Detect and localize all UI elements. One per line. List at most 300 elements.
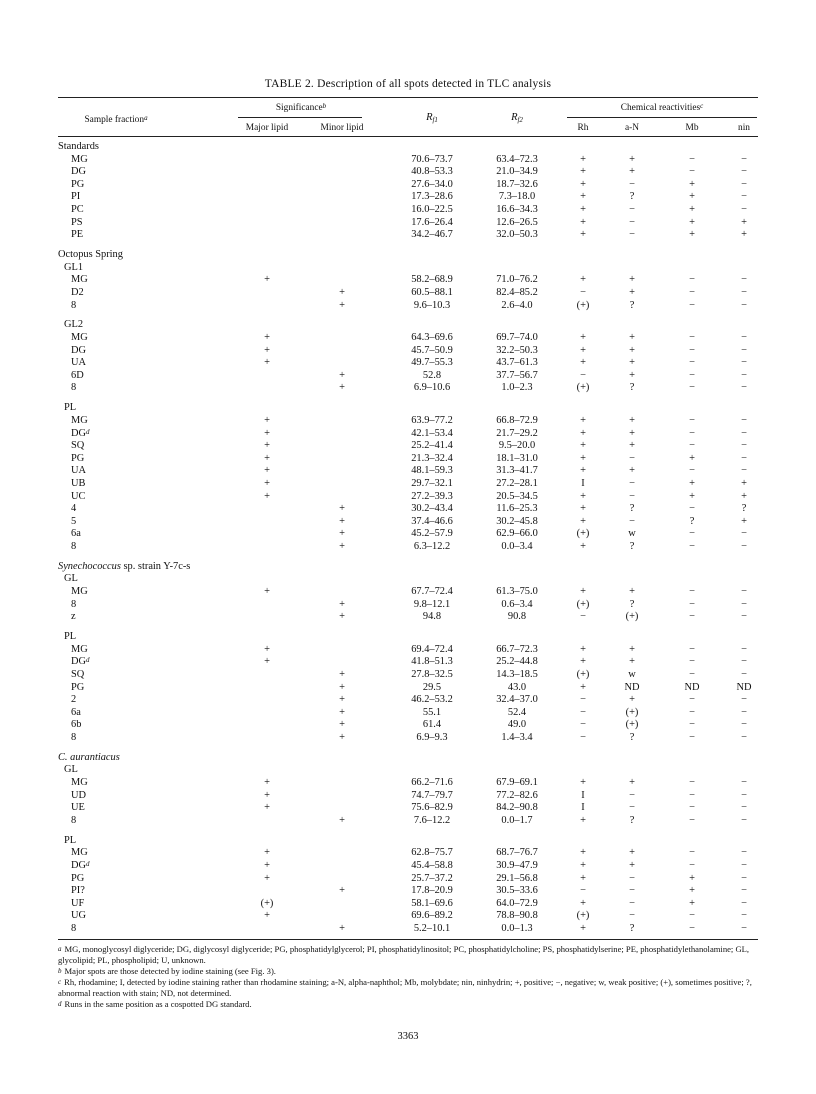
mb-cell: − <box>689 528 695 540</box>
an-cell: + <box>629 586 635 597</box>
header-an: a-N <box>624 123 640 133</box>
subsection-heading: GL2 <box>64 319 84 331</box>
rf2-cell: 43.0 <box>507 681 527 693</box>
minor-lipid-cell: + <box>339 611 345 623</box>
mb-cell: − <box>689 382 695 394</box>
rf2-cell: 69.7–74.0 <box>496 332 538 343</box>
rh-cell: (+) <box>576 910 590 922</box>
rh-cell: + <box>580 847 586 859</box>
rf2-cell: 9.5–20.0 <box>498 440 536 452</box>
row-label: PC <box>71 204 84 215</box>
an-cell: + <box>629 440 635 452</box>
nin-cell: − <box>741 369 747 381</box>
rf1-cell: 5.2–10.1 <box>413 922 451 934</box>
rf2-cell: 7.3–18.0 <box>498 191 536 203</box>
nin-cell: − <box>741 286 747 298</box>
footnote: $^c$ Rh, rhodamine; I, detected by iodine staining rather than rhodamine staining; a-N, alpha-naphthol; Mb, molybdate; nin, ninhydrin; +, positive; −, negative; w, weak positive; (+), sometimes positive; ?, abnormal reaction with stain; ND, not determined. <box>58 976 752 998</box>
rh-cell: + <box>580 586 586 597</box>
subsection-heading: GL1 <box>64 261 84 273</box>
rf2-cell: 0.6–3.4 <box>501 598 533 610</box>
an-cell: + <box>629 369 635 381</box>
nin-cell: − <box>741 299 747 311</box>
an-cell: − <box>629 178 635 190</box>
rf2-cell: 16.6–34.3 <box>496 204 538 215</box>
rf1-cell: 6.9–10.6 <box>413 382 451 394</box>
mb-cell: − <box>689 369 695 381</box>
row-label: 6D <box>71 369 84 381</box>
rh-cell: + <box>580 440 586 452</box>
nin-cell: − <box>741 598 747 610</box>
rf2-cell: 30.5–33.6 <box>496 885 538 897</box>
nin-cell: − <box>741 528 747 540</box>
header-bottom-rule <box>58 136 758 137</box>
significance-rule <box>238 117 362 118</box>
mb-cell: − <box>689 586 695 597</box>
section-heading: Synechococcus sp. strain Y-7c-s <box>58 560 191 572</box>
rf1-cell: 9.6–10.3 <box>413 299 451 311</box>
an-cell: ? <box>629 540 635 552</box>
row-label: MG <box>71 414 88 426</box>
row-label: PI <box>71 191 81 203</box>
row-label: 8 <box>71 598 77 610</box>
row-label: MG <box>71 332 88 343</box>
rf2-cell: 0.0–3.4 <box>501 540 533 552</box>
chemical-rule <box>567 117 757 118</box>
rf1-cell: 42.1–53.4 <box>411 427 453 439</box>
nin-cell: + <box>741 216 747 228</box>
table-caption: TABLE 2. Description of all spots detected in TLC analysis <box>264 78 552 90</box>
minor-lipid-cell: + <box>339 598 345 610</box>
rh-cell: + <box>580 859 586 871</box>
rf1-cell: 48.1–59.3 <box>411 465 453 477</box>
major-lipid-cell: + <box>264 490 270 502</box>
section-heading: C. aurantiacus <box>58 751 120 763</box>
an-cell: + <box>629 286 635 298</box>
mb-cell: − <box>689 789 695 801</box>
rf2-cell: 32.4–37.0 <box>496 694 538 706</box>
row-label: PS <box>71 216 83 228</box>
mb-cell: − <box>689 814 695 826</box>
row-label: SQ <box>71 440 85 452</box>
rf2-cell: 1.0–2.3 <box>501 382 533 394</box>
rf2-cell: 1.4–3.4 <box>501 731 533 743</box>
rf1-cell: 17.6–26.4 <box>411 216 453 228</box>
mb-cell: − <box>689 153 695 165</box>
row-label: $DG^d$ <box>71 427 90 439</box>
rf2-cell: 63.4–72.3 <box>496 153 538 165</box>
major-lipid-cell: + <box>264 859 270 871</box>
rf1-cell: 25.2–41.4 <box>411 440 453 452</box>
header-rf1: Rf1 <box>426 112 438 124</box>
page-number: 3363 <box>397 1031 419 1042</box>
nin-cell: − <box>741 706 747 718</box>
nin-cell: + <box>741 515 747 527</box>
minor-lipid-cell: + <box>339 922 345 934</box>
rh-cell: + <box>580 643 586 655</box>
rh-cell: (+) <box>576 382 590 394</box>
major-lipid-cell: + <box>264 802 270 814</box>
major-lipid-cell: + <box>264 440 270 452</box>
row-label: MG <box>71 153 88 165</box>
rf2-cell: 68.7–76.7 <box>496 847 538 859</box>
an-cell: − <box>629 490 635 502</box>
rh-cell: + <box>580 656 586 668</box>
nin-cell: − <box>741 731 747 743</box>
rh-cell: + <box>580 777 586 788</box>
row-label: PE <box>71 229 84 241</box>
rh-cell: (+) <box>576 598 590 610</box>
an-cell: ? <box>629 382 635 394</box>
rf2-cell: 21.7–29.2 <box>496 427 538 439</box>
rf2-cell: 71.0–76.2 <box>496 274 538 286</box>
rf1-cell: 34.2–46.7 <box>411 229 453 241</box>
rh-cell: (+) <box>576 668 590 680</box>
major-lipid-cell: + <box>264 465 270 477</box>
rh-cell: (+) <box>576 528 590 540</box>
rf2-cell: 0.0–1.7 <box>501 814 533 826</box>
rf1-cell: 30.2–43.4 <box>411 503 453 515</box>
mb-cell: + <box>689 216 695 228</box>
row-label: PG <box>71 178 85 190</box>
rh-cell: + <box>580 332 586 343</box>
row-label: DG <box>71 344 87 356</box>
rh-cell: + <box>580 274 586 286</box>
row-label: 4 <box>71 503 77 515</box>
mb-cell: − <box>689 611 695 623</box>
an-cell: + <box>629 465 635 477</box>
row-label: 6a <box>71 528 81 540</box>
major-lipid-cell: + <box>264 332 270 343</box>
an-cell: ? <box>629 922 635 934</box>
major-lipid-cell: + <box>264 427 270 439</box>
major-lipid-cell: + <box>264 777 270 788</box>
mb-cell: − <box>689 166 695 178</box>
rf2-cell: 52.4 <box>507 706 527 718</box>
rf1-cell: 40.8–53.3 <box>411 166 453 178</box>
mb-cell: − <box>689 910 695 922</box>
an-cell: − <box>629 204 635 215</box>
mb-cell: − <box>689 656 695 668</box>
nin-cell: − <box>741 694 747 706</box>
rf1-cell: 27.2–39.3 <box>411 490 453 502</box>
header-mb: Mb <box>685 123 699 133</box>
an-cell: + <box>629 847 635 859</box>
row-label: $DG^d$ <box>71 859 90 871</box>
nin-cell: − <box>741 540 747 552</box>
rf2-cell: 30.9–47.9 <box>496 859 538 871</box>
mb-cell: + <box>689 490 695 502</box>
footnote: $^d$ Runs in the same position as a cospotted DG standard. <box>58 998 252 1009</box>
major-lipid-cell: + <box>264 872 270 884</box>
rf2-cell: 64.0–72.9 <box>496 897 538 909</box>
nin-cell: − <box>741 872 747 884</box>
rf1-cell: 52.8 <box>422 369 442 381</box>
row-label: MG <box>71 274 88 286</box>
rf1-cell: 55.1 <box>422 706 442 718</box>
rf2-cell: 25.2–44.8 <box>496 656 538 668</box>
row-label: 8 <box>71 731 77 743</box>
section-heading: Octopus Spring <box>58 249 123 261</box>
header-minor-lipid: Minor lipid <box>320 123 364 133</box>
rh-cell: − <box>580 611 586 623</box>
rf2-cell: 20.5–34.5 <box>496 490 538 502</box>
rf1-cell: 49.7–55.3 <box>411 357 453 369</box>
nin-cell: − <box>741 332 747 343</box>
row-label: PG <box>71 681 85 693</box>
rf2-cell: 78.8–90.8 <box>496 910 538 922</box>
rh-cell: + <box>580 897 586 909</box>
an-cell: ? <box>629 299 635 311</box>
rf1-cell: 27.6–34.0 <box>411 178 453 190</box>
rf1-cell: 67.7–72.4 <box>411 586 453 597</box>
rh-cell: + <box>580 465 586 477</box>
major-lipid-cell: + <box>264 586 270 597</box>
rf1-cell: 58.1–69.6 <box>411 897 453 909</box>
subsection-heading: GL <box>64 764 78 776</box>
rf1-cell: 60.5–88.1 <box>411 286 453 298</box>
table-top-rule <box>58 97 758 98</box>
major-lipid-cell: + <box>264 274 270 286</box>
an-cell: + <box>629 166 635 178</box>
mb-cell: − <box>689 344 695 356</box>
major-lipid-cell: + <box>264 643 270 655</box>
an-cell: ? <box>629 191 635 203</box>
mb-cell: + <box>689 204 695 215</box>
nin-cell: + <box>741 477 747 489</box>
rf2-cell: 11.6–25.3 <box>496 503 538 515</box>
mb-cell: − <box>689 668 695 680</box>
major-lipid-cell: + <box>264 452 270 464</box>
subsection-heading: PL <box>64 402 77 414</box>
subsection-heading: PL <box>64 834 77 846</box>
rh-cell: − <box>580 706 586 718</box>
rf1-cell: 29.5 <box>422 681 442 693</box>
rf1-cell: 64.3–69.6 <box>411 332 453 343</box>
rf1-cell: 45.2–57.9 <box>411 528 453 540</box>
minor-lipid-cell: + <box>339 503 345 515</box>
major-lipid-cell: + <box>264 847 270 859</box>
mb-cell: − <box>689 286 695 298</box>
row-label: PG <box>71 872 85 884</box>
rf2-cell: 77.2–82.6 <box>496 789 538 801</box>
row-label: 2 <box>71 694 77 706</box>
an-cell: + <box>629 344 635 356</box>
rf2-cell: 31.3–41.7 <box>496 465 538 477</box>
mb-cell: − <box>689 643 695 655</box>
an-cell: (+) <box>625 719 639 731</box>
rf2-cell: 2.6–4.0 <box>501 299 533 311</box>
minor-lipid-cell: + <box>339 382 345 394</box>
footnote: $^b$ Major spots are those detected by iodine staining (see Fig. 3). <box>58 965 276 976</box>
an-cell: ? <box>629 503 635 515</box>
rf1-cell: 69.6–89.2 <box>411 910 453 922</box>
minor-lipid-cell: + <box>339 706 345 718</box>
rf1-cell: 27.8–32.5 <box>411 668 453 680</box>
rf2-cell: 12.6–26.5 <box>496 216 538 228</box>
minor-lipid-cell: + <box>339 369 345 381</box>
mb-cell: − <box>689 706 695 718</box>
row-label: UC <box>71 490 86 502</box>
nin-cell: − <box>741 427 747 439</box>
rh-cell: + <box>580 344 586 356</box>
nin-cell: − <box>741 382 747 394</box>
mb-cell: + <box>689 178 695 190</box>
mb-cell: − <box>689 719 695 731</box>
nin-cell: − <box>741 191 747 203</box>
rh-cell: + <box>580 414 586 426</box>
rf2-cell: 67.9–69.1 <box>496 777 538 788</box>
nin-cell: − <box>741 643 747 655</box>
mb-cell: + <box>689 885 695 897</box>
section-heading: Standards <box>58 141 99 152</box>
rh-cell: + <box>580 229 586 241</box>
minor-lipid-cell: + <box>339 668 345 680</box>
rf2-cell: 30.2–45.8 <box>496 515 538 527</box>
mb-cell: − <box>689 777 695 788</box>
row-label: $DG^d$ <box>71 656 90 668</box>
row-label: UB <box>71 477 86 489</box>
rf2-cell: 18.7–32.6 <box>496 178 538 190</box>
nin-cell: − <box>741 440 747 452</box>
minor-lipid-cell: + <box>339 515 345 527</box>
rf1-cell: 75.6–82.9 <box>411 802 453 814</box>
rh-cell: + <box>580 178 586 190</box>
an-cell: w <box>628 668 636 680</box>
an-cell: − <box>629 229 635 241</box>
footnote: $^a$ MG, monoglycosyl diglyceride; DG, diglycosyl diglyceride; PG, phosphatidylglycerol; PI, phosphatidylinositol; PC, phosphatidylcholine; PS, phosphatidylserine; PE, phosphatidylethanolamine; GL, glycolipid; PL, phospholipid; U, unknown. <box>58 943 750 965</box>
an-cell: ? <box>629 731 635 743</box>
rh-cell: + <box>580 216 586 228</box>
rh-cell: I <box>581 789 585 801</box>
row-label: 6a <box>71 706 81 718</box>
an-cell: + <box>629 694 635 706</box>
rf1-cell: 21.3–32.4 <box>411 452 453 464</box>
row-label: 6b <box>71 719 82 731</box>
nin-cell: ND <box>736 681 752 693</box>
nin-cell: − <box>741 910 747 922</box>
rf2-cell: 0.0–1.3 <box>501 922 533 934</box>
rf1-cell: 94.8 <box>422 611 442 623</box>
rh-cell: + <box>580 452 586 464</box>
rh-cell: + <box>580 922 586 934</box>
nin-cell: − <box>741 414 747 426</box>
table-bottom-rule <box>58 939 758 940</box>
row-label: 5 <box>71 515 77 527</box>
an-cell: (+) <box>625 706 639 718</box>
an-cell: − <box>629 885 635 897</box>
row-label: D2 <box>71 286 84 298</box>
row-label: 8 <box>71 814 77 826</box>
rf1-cell: 66.2–71.6 <box>411 777 453 788</box>
row-label: PI? <box>71 885 85 897</box>
nin-cell: − <box>741 802 747 814</box>
row-label: MG <box>71 586 88 597</box>
mb-cell: − <box>689 802 695 814</box>
nin-cell: + <box>741 490 747 502</box>
nin-cell: + <box>741 229 747 241</box>
rf1-cell: 74.7–79.7 <box>411 789 453 801</box>
row-label: 8 <box>71 922 77 934</box>
minor-lipid-cell: + <box>339 540 345 552</box>
rf1-cell: 70.6–73.7 <box>411 153 453 165</box>
rf1-cell: 17.8–20.9 <box>411 885 453 897</box>
rf1-cell: 9.8–12.1 <box>413 598 451 610</box>
nin-cell: − <box>741 719 747 731</box>
mb-cell: − <box>689 357 695 369</box>
rh-cell: − <box>580 694 586 706</box>
header-nin: nin <box>738 123 750 133</box>
an-cell: − <box>629 515 635 527</box>
nin-cell: − <box>741 344 747 356</box>
row-label: SQ <box>71 668 85 680</box>
header-chemical-reactivities: Chemical reactivities$^c$ <box>620 102 704 113</box>
mb-cell: + <box>689 229 695 241</box>
nin-cell: − <box>741 922 747 934</box>
nin-cell: − <box>741 885 747 897</box>
minor-lipid-cell: + <box>339 885 345 897</box>
rh-cell: + <box>580 490 586 502</box>
major-lipid-cell: + <box>264 414 270 426</box>
rh-cell: − <box>580 885 586 897</box>
mb-cell: − <box>689 332 695 343</box>
rf1-cell: 37.4–46.6 <box>411 515 453 527</box>
an-cell: − <box>629 872 635 884</box>
rf1-cell: 6.3–12.2 <box>413 540 451 552</box>
rf1-cell: 61.4 <box>422 719 442 731</box>
row-label: 8 <box>71 540 77 552</box>
rh-cell: + <box>580 427 586 439</box>
rh-cell: − <box>580 286 586 298</box>
mb-cell: ? <box>689 515 695 527</box>
nin-cell: − <box>741 452 747 464</box>
rh-cell: + <box>580 357 586 369</box>
minor-lipid-cell: + <box>339 731 345 743</box>
an-cell: − <box>629 477 635 489</box>
nin-cell: − <box>741 847 747 859</box>
row-label: z <box>71 611 76 623</box>
row-label: UE <box>71 802 85 814</box>
nin-cell: − <box>741 611 747 623</box>
an-cell: ND <box>624 681 640 693</box>
an-cell: (+) <box>625 611 639 623</box>
rh-cell: − <box>580 369 586 381</box>
rf2-cell: 49.0 <box>507 719 527 731</box>
an-cell: + <box>629 859 635 871</box>
an-cell: − <box>629 789 635 801</box>
rf2-cell: 29.1–56.8 <box>496 872 538 884</box>
rf2-cell: 84.2–90.8 <box>496 802 538 814</box>
mb-cell: − <box>689 859 695 871</box>
rh-cell: + <box>580 204 586 215</box>
rh-cell: − <box>580 719 586 731</box>
mb-cell: + <box>689 452 695 464</box>
mb-cell: ND <box>684 681 700 693</box>
rh-cell: (+) <box>576 299 590 311</box>
rf2-cell: 37.7–56.7 <box>496 369 538 381</box>
header-rf2: Rf2 <box>511 112 523 124</box>
rf2-cell: 62.9–66.0 <box>496 528 538 540</box>
an-cell: + <box>629 274 635 286</box>
major-lipid-cell: + <box>264 656 270 668</box>
rf2-cell: 32.0–50.3 <box>496 229 538 241</box>
mb-cell: + <box>689 191 695 203</box>
rf1-cell: 62.8–75.7 <box>411 847 453 859</box>
rf2-cell: 66.8–72.9 <box>496 414 538 426</box>
an-cell: − <box>629 910 635 922</box>
nin-cell: − <box>741 204 747 215</box>
rf2-cell: 66.7–72.3 <box>496 643 538 655</box>
rh-cell: I <box>581 802 585 814</box>
